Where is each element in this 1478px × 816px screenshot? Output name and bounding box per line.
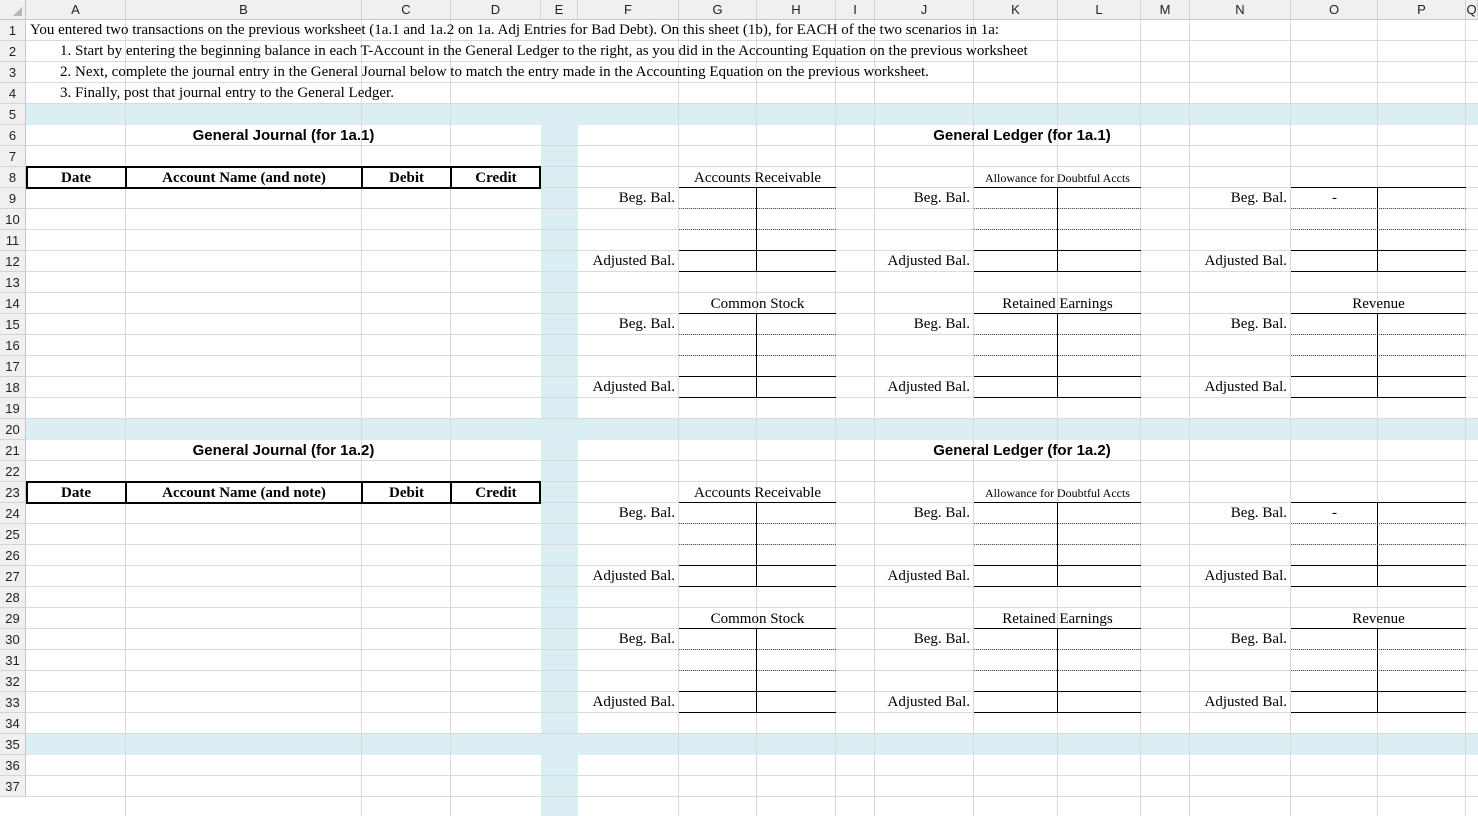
beg-bal-label: Beg. Bal. bbox=[618, 631, 675, 647]
t-account-dotted-line bbox=[1291, 229, 1466, 230]
journal-header-border-top bbox=[26, 166, 541, 168]
t-account-title: Accounts Receivable bbox=[693, 485, 822, 501]
gridline-horizontal bbox=[26, 775, 1478, 776]
t-account-title: Retained Earnings bbox=[1002, 296, 1113, 312]
adjusted-bal-label: Adjusted Bal. bbox=[592, 694, 675, 710]
beg-bal-label: Beg. Bal. bbox=[618, 190, 675, 206]
row-header-21[interactable]: 21 bbox=[0, 440, 26, 461]
journal-header-border-vertical bbox=[26, 166, 28, 188]
journal-header-border-vertical bbox=[125, 166, 127, 188]
t-account-dotted-line bbox=[1291, 649, 1466, 650]
separator-band bbox=[26, 734, 1478, 755]
adjusted-bal-label: Adjusted Bal. bbox=[887, 253, 970, 269]
t-account-title: Allowance for Doubtful Accts bbox=[985, 171, 1130, 185]
beg-bal-label: Beg. Bal. bbox=[913, 631, 970, 647]
t-account-adjusted-line bbox=[1291, 565, 1466, 566]
column-header-f[interactable]: F bbox=[578, 0, 679, 20]
t-account-dotted-line bbox=[679, 355, 836, 356]
t-account-title: Revenue bbox=[1352, 611, 1405, 627]
instruction-line-3: 2. Next, complete the journal entry in the General Journal below to match the entry made in the Accounting Equation on the previous worksheet. bbox=[60, 64, 929, 80]
beg-bal-value[interactable]: - bbox=[1332, 505, 1337, 521]
beg-bal-label: Beg. Bal. bbox=[913, 505, 970, 521]
column-header-m[interactable]: M bbox=[1141, 0, 1190, 20]
ledger-title: General Ledger (for 1a.2) bbox=[933, 442, 1111, 459]
row-header-11[interactable]: 11 bbox=[0, 230, 26, 251]
adjusted-bal-label: Adjusted Bal. bbox=[592, 379, 675, 395]
row-header-31[interactable]: 31 bbox=[0, 650, 26, 671]
ledger-title: General Ledger (for 1a.1) bbox=[933, 127, 1111, 144]
row-header-6[interactable]: 6 bbox=[0, 125, 26, 146]
t-account-bottom-line bbox=[1291, 586, 1466, 587]
row-header-25[interactable]: 25 bbox=[0, 524, 26, 545]
journal-header-border-vertical bbox=[450, 166, 452, 188]
journal-header-border-vertical bbox=[539, 481, 541, 503]
account-name-header: Account Name (and note) bbox=[162, 170, 326, 186]
t-account-bottom-line bbox=[1291, 712, 1466, 713]
journal-header-border-top bbox=[26, 481, 541, 483]
row-header-9[interactable]: 9 bbox=[0, 188, 26, 209]
beg-bal-label: Beg. Bal. bbox=[1230, 631, 1287, 647]
column-header-l[interactable]: L bbox=[1058, 0, 1141, 20]
row-header-15[interactable]: 15 bbox=[0, 314, 26, 335]
credit-header: Credit bbox=[475, 170, 517, 186]
gridline-horizontal bbox=[26, 418, 1478, 419]
beg-bal-label: Beg. Bal. bbox=[1230, 505, 1287, 521]
adjusted-bal-label: Adjusted Bal. bbox=[1204, 694, 1287, 710]
column-header-o[interactable]: O bbox=[1291, 0, 1378, 20]
row-header-2[interactable]: 2 bbox=[0, 41, 26, 62]
gridline-horizontal bbox=[26, 796, 1478, 797]
row-header-26[interactable]: 26 bbox=[0, 545, 26, 566]
t-account-bottom-line bbox=[1291, 397, 1466, 398]
row-header-20[interactable]: 20 bbox=[0, 419, 26, 440]
column-header-e[interactable]: E bbox=[541, 0, 578, 20]
journal-title: General Journal (for 1a.2) bbox=[192, 442, 375, 459]
column-header-b[interactable]: B bbox=[126, 0, 362, 20]
journal-header-border-vertical bbox=[361, 481, 363, 503]
t-account-dotted-line bbox=[1291, 544, 1466, 545]
adjusted-bal-label: Adjusted Bal. bbox=[592, 568, 675, 584]
select-all-corner[interactable] bbox=[0, 0, 26, 20]
column-header-c[interactable]: C bbox=[362, 0, 451, 20]
t-account-dotted-line bbox=[974, 229, 1141, 230]
beg-bal-label: Beg. Bal. bbox=[1230, 190, 1287, 206]
row-header-19[interactable]: 19 bbox=[0, 398, 26, 419]
adjusted-bal-label: Adjusted Bal. bbox=[1204, 253, 1287, 269]
adjusted-bal-label: Adjusted Bal. bbox=[1204, 379, 1287, 395]
adjusted-bal-label: Adjusted Bal. bbox=[887, 379, 970, 395]
t-account-dotted-line bbox=[679, 670, 836, 671]
t-account-adjusted-line bbox=[1291, 250, 1466, 251]
instruction-line-1: You entered two transactions on the previous worksheet (1a.1 and 1a.2 on 1a. Adj Entries for Bad Debt). On this sheet (1b), for EACH of the two scenarios in 1a: bbox=[30, 22, 1000, 38]
row-header-30[interactable]: 30 bbox=[0, 629, 26, 650]
date-header: Date bbox=[61, 170, 91, 186]
gridline-horizontal bbox=[26, 733, 1478, 734]
t-account-adjusted-line bbox=[1291, 691, 1466, 692]
row-header-18[interactable]: 18 bbox=[0, 377, 26, 398]
row-header-8[interactable]: 8 bbox=[0, 167, 26, 188]
row-header-7[interactable]: 7 bbox=[0, 146, 26, 167]
row-header-16[interactable]: 16 bbox=[0, 335, 26, 356]
separator-band bbox=[26, 104, 1478, 125]
adjusted-bal-label: Adjusted Bal. bbox=[1204, 568, 1287, 584]
t-account-bottom-line bbox=[1291, 271, 1466, 272]
column-header-q[interactable]: Q bbox=[1466, 0, 1478, 20]
t-account-dotted-line bbox=[1291, 355, 1466, 356]
beg-bal-label: Beg. Bal. bbox=[618, 316, 675, 332]
adjusted-bal-label: Adjusted Bal. bbox=[887, 694, 970, 710]
beg-bal-label: Beg. Bal. bbox=[913, 190, 970, 206]
journal-header-border-vertical bbox=[539, 166, 541, 188]
instruction-line-2: 1. Start by entering the beginning balance in each T-Account in the General Ledger to the right, as you did in the Accounting Equation on the previous worksheet bbox=[60, 43, 1028, 59]
account-name-header: Account Name (and note) bbox=[162, 485, 326, 501]
row-header-17[interactable]: 17 bbox=[0, 356, 26, 377]
journal-header-border-vertical bbox=[26, 481, 28, 503]
row-header-28[interactable]: 28 bbox=[0, 587, 26, 608]
t-account-top-line bbox=[1291, 628, 1466, 629]
row-header-29[interactable]: 29 bbox=[0, 608, 26, 629]
t-account-title: Common Stock bbox=[710, 296, 805, 312]
t-account-title: Retained Earnings bbox=[1002, 611, 1113, 627]
row-header-23[interactable]: 23 bbox=[0, 482, 26, 503]
t-account-dotted-line bbox=[974, 544, 1141, 545]
debit-header: Debit bbox=[389, 485, 424, 501]
column-header-j[interactable]: J bbox=[875, 0, 974, 20]
t-account-dotted-line bbox=[1291, 334, 1466, 335]
column-header-d[interactable]: D bbox=[451, 0, 541, 20]
row-header-14[interactable]: 14 bbox=[0, 293, 26, 314]
row-header-10[interactable]: 10 bbox=[0, 209, 26, 230]
column-header-k[interactable]: K bbox=[974, 0, 1058, 20]
t-account-title: Common Stock bbox=[710, 611, 805, 627]
row-header-3[interactable]: 3 bbox=[0, 62, 26, 83]
column-header-g[interactable]: G bbox=[679, 0, 757, 20]
credit-header: Credit bbox=[475, 485, 517, 501]
row-header-4[interactable]: 4 bbox=[0, 83, 26, 104]
beg-bal-value[interactable]: - bbox=[1332, 190, 1337, 206]
t-account-title: Allowance for Doubtful Accts bbox=[985, 486, 1130, 500]
beg-bal-label: Beg. Bal. bbox=[913, 316, 970, 332]
journal-header-border-vertical bbox=[450, 481, 452, 503]
journal-header-border-vertical bbox=[125, 481, 127, 503]
separator-band bbox=[26, 419, 1478, 440]
column-header-n[interactable]: N bbox=[1190, 0, 1291, 20]
t-account-title: Revenue bbox=[1352, 296, 1405, 312]
instruction-line-4: 3. Finally, post that journal entry to the General Ledger. bbox=[60, 85, 394, 101]
t-account-dotted-line bbox=[679, 544, 836, 545]
beg-bal-label: Beg. Bal. bbox=[618, 505, 675, 521]
row-header-1[interactable]: 1 bbox=[0, 20, 26, 41]
column-header-a[interactable]: A bbox=[26, 0, 126, 20]
t-account-dotted-line bbox=[974, 355, 1141, 356]
column-header-p[interactable]: P bbox=[1378, 0, 1466, 20]
journal-title: General Journal (for 1a.1) bbox=[192, 127, 375, 144]
date-header: Date bbox=[61, 485, 91, 501]
row-header-24[interactable]: 24 bbox=[0, 503, 26, 524]
t-account-adjusted-line bbox=[1291, 376, 1466, 377]
t-account-top-line bbox=[1291, 313, 1466, 314]
row-header-27[interactable]: 27 bbox=[0, 566, 26, 587]
column-header-h[interactable]: H bbox=[757, 0, 836, 20]
t-account-dotted-line bbox=[974, 670, 1141, 671]
row-header-33[interactable]: 33 bbox=[0, 692, 26, 713]
row-header-12[interactable]: 12 bbox=[0, 251, 26, 272]
row-header-32[interactable]: 32 bbox=[0, 671, 26, 692]
journal-header-border-bottom bbox=[26, 187, 541, 189]
adjusted-bal-label: Adjusted Bal. bbox=[887, 568, 970, 584]
t-account-title: Accounts Receivable bbox=[693, 170, 822, 186]
row-header-22[interactable]: 22 bbox=[0, 461, 26, 482]
beg-bal-label: Beg. Bal. bbox=[1230, 316, 1287, 332]
adjusted-bal-label: Adjusted Bal. bbox=[592, 253, 675, 269]
t-account-dotted-line bbox=[679, 229, 836, 230]
column-header-i[interactable]: I bbox=[836, 0, 875, 20]
t-account-dotted-line bbox=[1291, 670, 1466, 671]
debit-header: Debit bbox=[389, 170, 424, 186]
journal-header-border-vertical bbox=[361, 166, 363, 188]
row-header-5[interactable]: 5 bbox=[0, 104, 26, 125]
row-header-35[interactable]: 35 bbox=[0, 734, 26, 755]
row-header-37[interactable]: 37 bbox=[0, 776, 26, 797]
journal-header-border-bottom bbox=[26, 502, 541, 504]
row-header-13[interactable]: 13 bbox=[0, 272, 26, 293]
row-header-34[interactable]: 34 bbox=[0, 713, 26, 734]
row-header-36[interactable]: 36 bbox=[0, 755, 26, 776]
